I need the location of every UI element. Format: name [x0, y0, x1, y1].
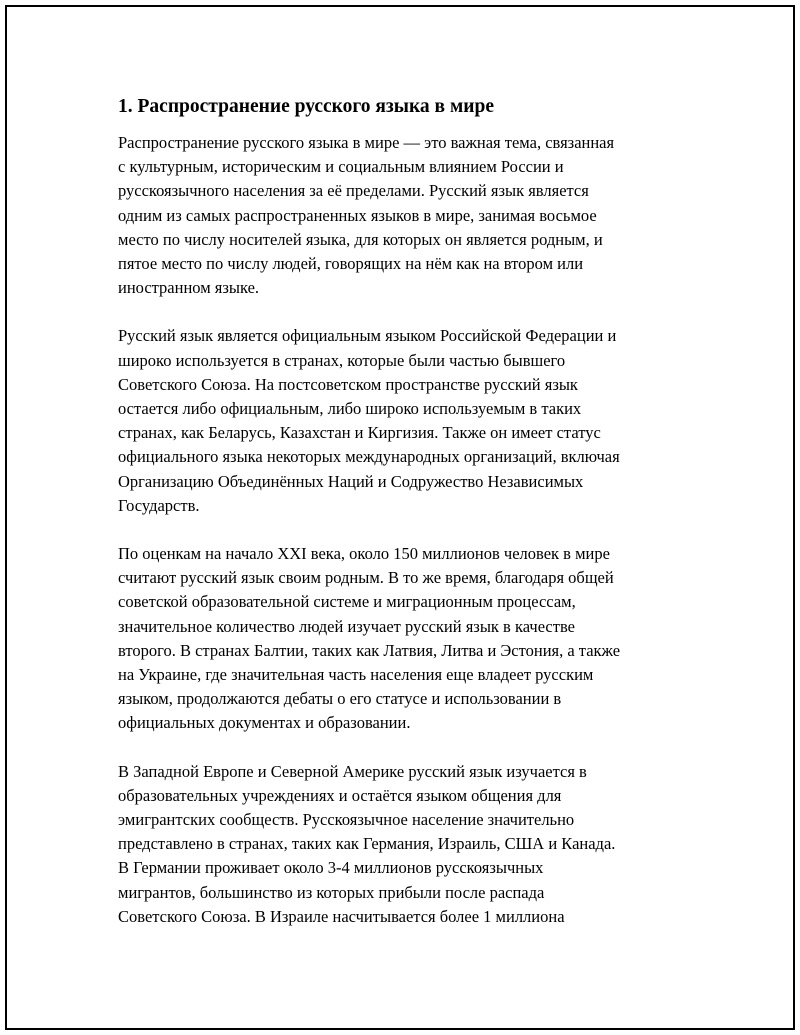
text-line: широко используется в странах, которые были частью бывшего: [118, 350, 566, 370]
text-line: Государств.: [118, 495, 200, 515]
text-line: В Западной Европе и Северной Америке русский язык изучается в: [118, 761, 587, 781]
text-line: Советского Союза. В Израиле насчитывается более 1 миллиона: [118, 906, 565, 926]
text-line: По оценкам на начало XXI века, около 150 миллионов человек в мире: [118, 544, 610, 564]
text-line: на Украине, где значительная часть населения еще владеет русским: [118, 665, 594, 685]
paragraph-2: [118, 324, 688, 518]
text-line: Русский язык является официальным языком Российской Федерации и: [118, 326, 617, 346]
text-line: странах, как Беларусь, Казахстан и Киргизия. Также он имеет статус: [118, 423, 601, 443]
text-line: второго. В странах Балтии, таких как Латвия, Литва и Эстония, а также: [118, 640, 621, 660]
text-line: русскоязычного населения за её пределами. Русский язык является: [118, 181, 589, 201]
document-body: [118, 93, 688, 953]
paragraph-1: [118, 131, 688, 300]
text-line: одним из самых распространенных языков в мире, занимая восьмое: [118, 205, 597, 225]
text-line: представлено в странах, таких как Германия, Израиль, США и Канада.: [118, 834, 616, 854]
text-line: с культурным, историческим и социальным влиянием России и: [118, 157, 564, 177]
text-line: мигрантов, большинство из которых прибыли после распада: [118, 882, 545, 902]
text-line: иностранном языке.: [118, 278, 260, 298]
text-line: Организацию Объединённых Наций и Содружество Независимых: [118, 471, 584, 491]
text-line: официального языка некоторых международных организаций, включая: [118, 447, 620, 467]
paragraph-3: [118, 542, 688, 736]
text-line: официальных документах и образовании.: [118, 713, 411, 733]
text-line: место по числу носителей языка, для которых он является родным, и: [118, 229, 603, 249]
text-line: советской образовательной системе и миграционным процессам,: [118, 592, 576, 612]
text-line: Советского Союза. На постсоветском пространстве русский язык: [118, 374, 578, 394]
text-line: значительное количество людей изучает русский язык в качестве: [118, 616, 575, 636]
text-line: Распространение русского языка в мире — это важная тема, связанная: [118, 133, 615, 152]
text-line: эмигрантских сообществ. Русскоязычное население значительно: [118, 810, 575, 830]
text-line: языком, продолжаются дебаты о его статусе и использовании в: [118, 689, 562, 709]
section-heading: 1. Распространение русского языка в мире: [118, 96, 494, 117]
paragraph-4: [118, 760, 688, 929]
text-line: В Германии проживает около 3-4 миллионов русскоязычных: [118, 858, 544, 878]
text-line: остается либо официальным, либо широко используемым в таких: [118, 399, 582, 419]
text-line: пятое место по числу людей, говорящих на нём как на втором или: [118, 254, 584, 274]
text-line: образовательных учреждениях и остаётся языком общения для: [118, 785, 562, 805]
text-line: считают русский язык своим родным. В то же время, благодаря общей: [118, 568, 614, 588]
